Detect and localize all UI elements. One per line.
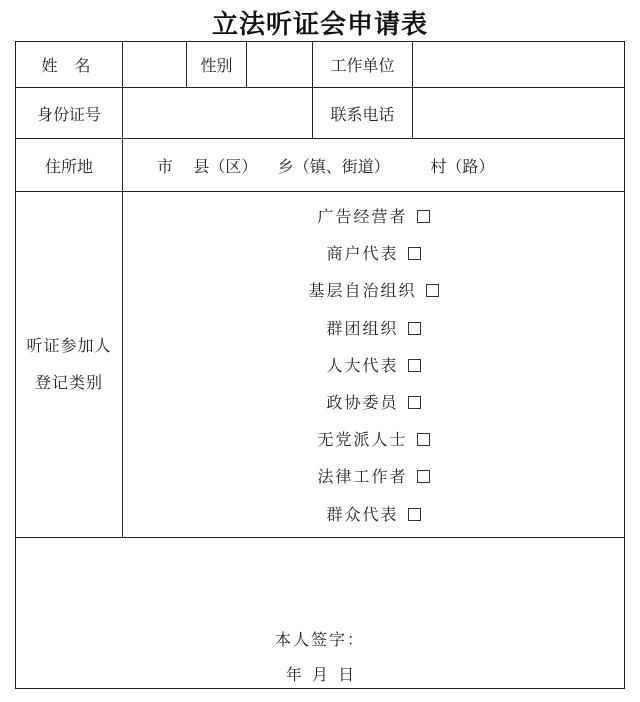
category-label: 人大代表 xyxy=(326,355,399,375)
registration-category-label xyxy=(16,192,123,538)
registration-label-line2: 登记类别 xyxy=(34,373,103,393)
category-label: 群团组织 xyxy=(326,318,399,338)
address-label: 住所地 xyxy=(16,139,123,192)
checkbox-icon[interactable] xyxy=(408,322,421,335)
gender-field[interactable] xyxy=(247,42,313,88)
checkbox-icon[interactable] xyxy=(417,210,430,223)
checkbox-icon[interactable] xyxy=(426,284,439,297)
checkbox-icon[interactable] xyxy=(417,433,430,446)
checkbox-icon[interactable] xyxy=(408,247,421,260)
category-option-grassroots-org[interactable] xyxy=(123,272,624,309)
gender-label: 性别 xyxy=(187,42,247,88)
category-option-advertiser[interactable] xyxy=(123,198,624,235)
form-row-address xyxy=(16,139,625,192)
checkbox-icon[interactable] xyxy=(408,508,421,521)
category-option-mass-org[interactable] xyxy=(123,310,624,347)
signature-area[interactable] xyxy=(16,537,625,688)
address-field[interactable]: 市 县（区） 乡（镇、街道） 村（路） xyxy=(123,139,625,192)
signature-label: 本人签字： xyxy=(274,629,365,649)
category-option-cppcc-member[interactable] xyxy=(123,384,624,421)
id-number-field[interactable] xyxy=(123,88,313,139)
category-option-legal-worker[interactable] xyxy=(123,458,624,495)
page-title: 立法听证会申请表 xyxy=(211,10,428,40)
registration-category-options xyxy=(123,192,625,538)
checkbox-icon[interactable] xyxy=(408,396,421,409)
id-number-label: 身份证号 xyxy=(16,88,123,139)
category-label: 法律工作者 xyxy=(317,467,408,487)
form-row-registration xyxy=(16,192,625,538)
phone-field[interactable] xyxy=(413,88,625,139)
name-field[interactable] xyxy=(123,42,187,88)
category-label: 商户代表 xyxy=(326,244,399,264)
form-row-name xyxy=(16,42,625,88)
phone-label: 联系电话 xyxy=(313,88,413,139)
name-label: 姓 名 xyxy=(16,42,123,88)
category-option-non-party[interactable] xyxy=(123,421,624,458)
application-form-table xyxy=(15,41,625,689)
registration-label-line1: 听证参加人 xyxy=(26,336,112,356)
form-row-id xyxy=(16,88,625,139)
category-option-public-rep[interactable] xyxy=(123,496,624,533)
form-row-signature xyxy=(16,537,625,688)
employer-field[interactable] xyxy=(413,42,625,88)
checkbox-icon[interactable] xyxy=(417,470,430,483)
category-option-npc-deputy[interactable] xyxy=(123,347,624,384)
checkbox-icon[interactable] xyxy=(408,359,421,372)
category-option-merchant-rep[interactable] xyxy=(123,235,624,272)
employer-label: 工作单位 xyxy=(313,42,413,88)
category-label: 广告经营者 xyxy=(317,207,408,226)
category-label: 基层自治组织 xyxy=(308,281,417,301)
category-label: 群众代表 xyxy=(326,504,399,524)
category-label: 政协委员 xyxy=(326,392,399,412)
category-label: 无党派人士 xyxy=(317,430,408,450)
signature-date: 年 月 日 xyxy=(285,664,355,684)
